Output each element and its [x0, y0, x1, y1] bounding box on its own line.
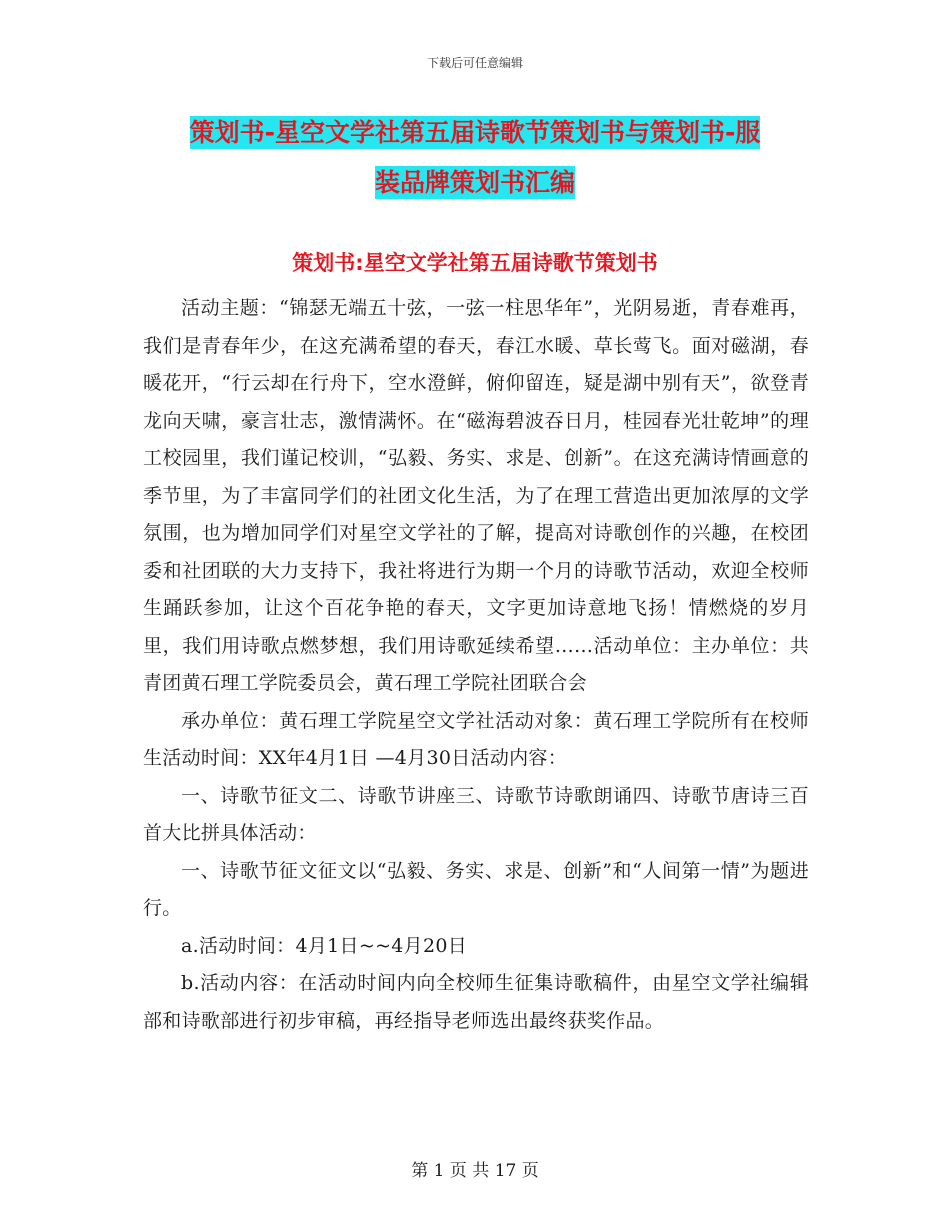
document-title-line-2: 装品牌策划书汇编	[374, 168, 575, 197]
paragraph-theme: 活动主题：“锦瑟无端五十弦，一弦一柱思华年”，光阴易逝，青春难再，我们是青春年少，在这充满希望的春天，春江水暖、草长莺飞。面对磁湖，春暖花开，“行云却在行舟下，空水澄鲜，俯仰留连，疑是湖中别有天”，欲登青龙向天啸，豪言壮志，激情满怀。在“磁海碧波吞日月，桂园春光壮乾坤”的理工校园里，我们谨记校训，“弘毅、务实、求是、创新”。在这充满诗情画意的季节里，为了丰富同学们的社团文化生活，为了在理工营造出更加浓厚的文学氛围，也为增加同学们对星空文学社的了解，提高对诗歌创作的兴趣，在校团委和社团联的大力支持下，我社将进行为期一个月的诗歌节活动，欢迎全校师生踊跃参加，让这个百花争艳的春天，文字更加诗意地飞扬！情燃烧的岁月里，我们用诗歌点燃梦想，我们用诗歌延续希望……活动单位：主办单位：共青团黄石理工学院委员会，黄石理工学院社团联合会	[143, 297, 809, 694]
document-title	[150, 108, 800, 208]
paragraph-activity-content: b.活动内容：在活动时间内向全校师生征集诗歌稿件，由星空文学社编辑部和诗歌部进行初步审稿，再经指导老师选出最终获奖作品。	[143, 972, 809, 1032]
document-body	[143, 290, 809, 1040]
paragraph-activity-time: a.活动时间：4月1日~~4月20日	[181, 934, 468, 957]
paragraph-activity-list: 一、诗歌节征文二、诗歌节讲座三、诗歌节诗歌朗诵四、诗歌节唐诗三百首大比拼具体活动：	[143, 784, 809, 844]
paragraph-organizer: 承办单位：黄石理工学院星空文学社活动对象：黄石理工学院所有在校师生活动时间：XX年4月1日 —4月30日活动内容：	[143, 709, 809, 769]
page-footer: 第 1 页 共 17 页	[411, 1161, 539, 1181]
paragraph-essay-contest: 一、诗歌节征文征文以“弘毅、务实、求是、创新”和“人间第一情”为题进行。	[143, 859, 809, 919]
page-header-note: 下载后可任意编辑	[426, 56, 523, 70]
document-title-line-1: 策划书-星空文学社第五届诗歌节策划书与策划书-服	[189, 118, 761, 147]
section-title: 策划书:星空文学社第五届诗歌节策划书	[292, 251, 658, 275]
